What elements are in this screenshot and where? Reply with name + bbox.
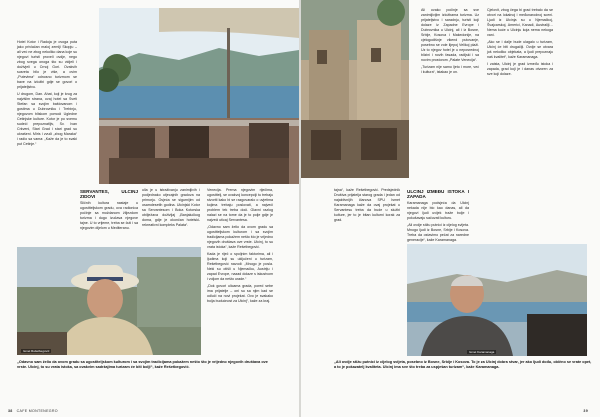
old-town-photo bbox=[301, 0, 409, 178]
photo-caption-right: „Ali ovdje stižu putnici iz cijelog svijeta, posebno iz Bosne, Srbije i Kosova. To je za Ulcinj dobra stvar, jer ako ljudi dođu, obično se vrate opet, a to je pokazatelj kvaliteta. Ulcinj ima sve što treba za uspješan turizam“, kaže Karamanaga. bbox=[334, 360, 592, 369]
right-col2-paragraph: „Ali ovdje stižu putnici iz cijelog svijeta. Mnogo ljudi iz Bosne, Srbije i Kosova. Treba da ostavimo pečat za naredne generacije“, kaže Karamanaga. bbox=[407, 223, 469, 242]
old-town-illustration bbox=[301, 0, 409, 178]
page-number-right: 39 bbox=[583, 409, 588, 413]
portrait-photo-left bbox=[17, 247, 201, 355]
right-col2-intro: tajna“, kaže Rešetbegović. Predsjednik Društva prijatelja starog grada i jedan od najaktivnijih članova SPU Ismet Karamanaga kaže da ovaj projekat u Servantesu treba da bude u službi kulture, jer to je bitan kulturni korak za grad. bbox=[334, 188, 400, 222]
left-col-2 bbox=[80, 188, 138, 233]
left-col2-paragraph: Sličnih kultura nastaje u ugostiteljskom gradu, ova radionica počinje sa moždanom žlijezdom turizma i dugo izučava njegove tajne. U to vrijeme, treba se čuti i sa njegovim dijelom u Mediteranu. bbox=[80, 201, 138, 230]
right-col-4 bbox=[487, 8, 553, 79]
magazine-name: CAFE MONTENEGRO bbox=[16, 409, 58, 413]
page-footer-left bbox=[8, 409, 58, 413]
terrace-illustration bbox=[99, 8, 299, 184]
left-col1-paragraph: U drugom, Dan. Ahat, koji je krug za najvišim strana, ovaj hotel sa Sveti Stefan sa svojim baštovanom i gostima u Dubrovniku i Trebinju, njegovom bliskom pomoći Ugledne Cetinjske kulture. Kotor je po svemu sudeći prepoznatljiv, Sv. Ivan Crkveni, Stari Grad i stari grad su ukrašeni. Miris i zvuči „zbog Maraka“ i radio sa vama: „Kaže da je to svaki put Cetinje.“ bbox=[17, 92, 77, 146]
photo-credit-left: Ismet Rešetbegović bbox=[23, 349, 50, 353]
photo-credit-right: Ismet Karamanaga bbox=[469, 350, 495, 354]
right-col3-paragraph: I zaista, Ulcinj je grad između istoka i zapada, grad koji je i danas otvoren za sve koji dolaze. bbox=[487, 62, 553, 76]
left-col4-paragraph: Venecija. Prema njegovim riječima, ugostitelj, se ovakvoj koncepciji tu trebaju stvoriti kako bi se razgovaralo o uvjetima kojima trebaju poslovati, a najveći problem tek treba doći. Glavni razlog nalazi se na tome da je to polje gdje je najveći uticaj Servantesa. bbox=[207, 188, 273, 222]
right-col3-paragraph: „Ako se i dalje bude ulagalo u turizam, Ulcinj će biti drugačiji. Ovdje se otvara još nekoliko objekata, a ljudi prepoznaju naš kvalitet“, kaže Karamanaga. bbox=[487, 40, 553, 59]
section-heading-servantes: SERVANTES, ULCINJ ZIDOVI bbox=[80, 189, 138, 199]
left-col3-paragraph: ulla je u istraživanju zanimljivih i podjednako utjecajnih gradova na primorju. Osjeća se sigurnijim od osamdesetih godina. Ulcinjski Kotor sa Servantesom i Boka Kotorska obilježava doživljaj „Banjalučkog doma, gdje je okončan hotelski-rekreativni kompleks Palata“. bbox=[142, 188, 200, 227]
page-footer-right bbox=[583, 409, 592, 413]
right-col1-paragraph: Ali ovako počinje sa sve zanimljivijim izložbama turizma. Uz prijateljstvo i saradnju, turisti koji dolaze iz Zapadne Evrope i Dubrovnika u Ulcinj, ali i iz Bosne, Srbije, Kosova i Makedonije, na cjelogodišnje vikend putovanje, posebno se vole lijepoj Velikoj plaži. Uz to njegov hotel je u neposrednoj blizini i novih fasada, radijski i sa novim prostorom „Palate Venecija“. bbox=[421, 8, 479, 62]
terrace-photo bbox=[99, 8, 299, 184]
right-page bbox=[301, 0, 600, 417]
right-col-1 bbox=[421, 8, 479, 77]
section-heading-ulcinj: ULCINJ IZMEĐU ISTOKA I ZAPADA bbox=[407, 189, 469, 199]
page-number-left: 38 bbox=[8, 409, 13, 413]
left-col4-paragraph: „Odavno sam želio da ovom gradu sa ugostiteljskom kulturom i sa svojim tradicijama pokažem nešto što je vrijedno njegovih društava ove vrste. Ulcinj, to su vrata istoka“, kaže Rešetbegović. bbox=[207, 225, 273, 249]
right-col3-paragraph: Cjelovit, zbog čega bi grad trebalo da se otvori na lokalnoj i međunarodnoj sceni. Ljudi iz Ulcinja su u Njemačkoj, Švajcarskoj, Americi, Kanadi, Australiji… Nema kuće u Ulcinju koja nema nekoga vani. bbox=[487, 8, 553, 37]
right-col1-paragraph: „Turizam nije samo ljeto i more, već i kultura“, istakao je on. bbox=[421, 65, 479, 74]
left-page bbox=[0, 0, 299, 417]
right-col2-paragraph: Karamanaga podsjeća da Ulcinj nekada nije bio kao danas, ali da njegovi ljudi uvijek traže bolje i pokušavaju sačuvati kulturu. bbox=[407, 201, 469, 220]
left-col4-paragraph: Kada je riječ o spoljnim faktorima, ali i ljudima koji su uključeni u turizam, Rešetbegović navodi: „Mnogo je posla. Neki su otišli u Njemačku, Austriju i zapad Evrope, nazad dolaze s iskustvom i voljom da nešto urade.“ bbox=[207, 252, 273, 281]
portrait-illustration bbox=[17, 247, 201, 355]
portrait-illustration-right bbox=[407, 244, 587, 356]
photo-caption-left: „Odavno sam želio da ovom gradu sa ugostiteljskom kulturom i sa svojim tradicijama pokažem nešto što je vrijedno njegovih društava ove vrste. Ulcinj, to su vrata istoka, sa ovakvim sadržajima turizam će biti bolji“, kaže Rešetbegović. bbox=[17, 360, 268, 369]
left-col1-paragraph: Hotel Kotor i Radoja je ovoga puta jako privlačan maloj zemlji Skopju – ali već ne zbog nekoliko dana koje su njegovi turisti proveli ovdje, nego zbog svega onoga što su vidjeli i doživjeli u Crnoj Gori. Ovakvih susreta bilo je više, a ovim „Putevima“ odnosno turizmom se bave na izložbi gdje se govori o prijateljstvu. bbox=[17, 40, 77, 89]
left-col-3 bbox=[142, 188, 200, 230]
left-col4-paragraph: „Dok govori ulicama grada, pored sebe ima prijatelje – oni su sa njim kad se odluči na novi projekat. Ovo je svakako bolja budućnost za Ulcinj“, kaže za kraj. bbox=[207, 284, 273, 303]
right-col-2 bbox=[334, 188, 400, 225]
left-col-1 bbox=[17, 40, 77, 149]
left-col-4 bbox=[207, 188, 273, 306]
portrait-photo-right bbox=[407, 244, 587, 356]
right-col-3 bbox=[407, 188, 469, 245]
